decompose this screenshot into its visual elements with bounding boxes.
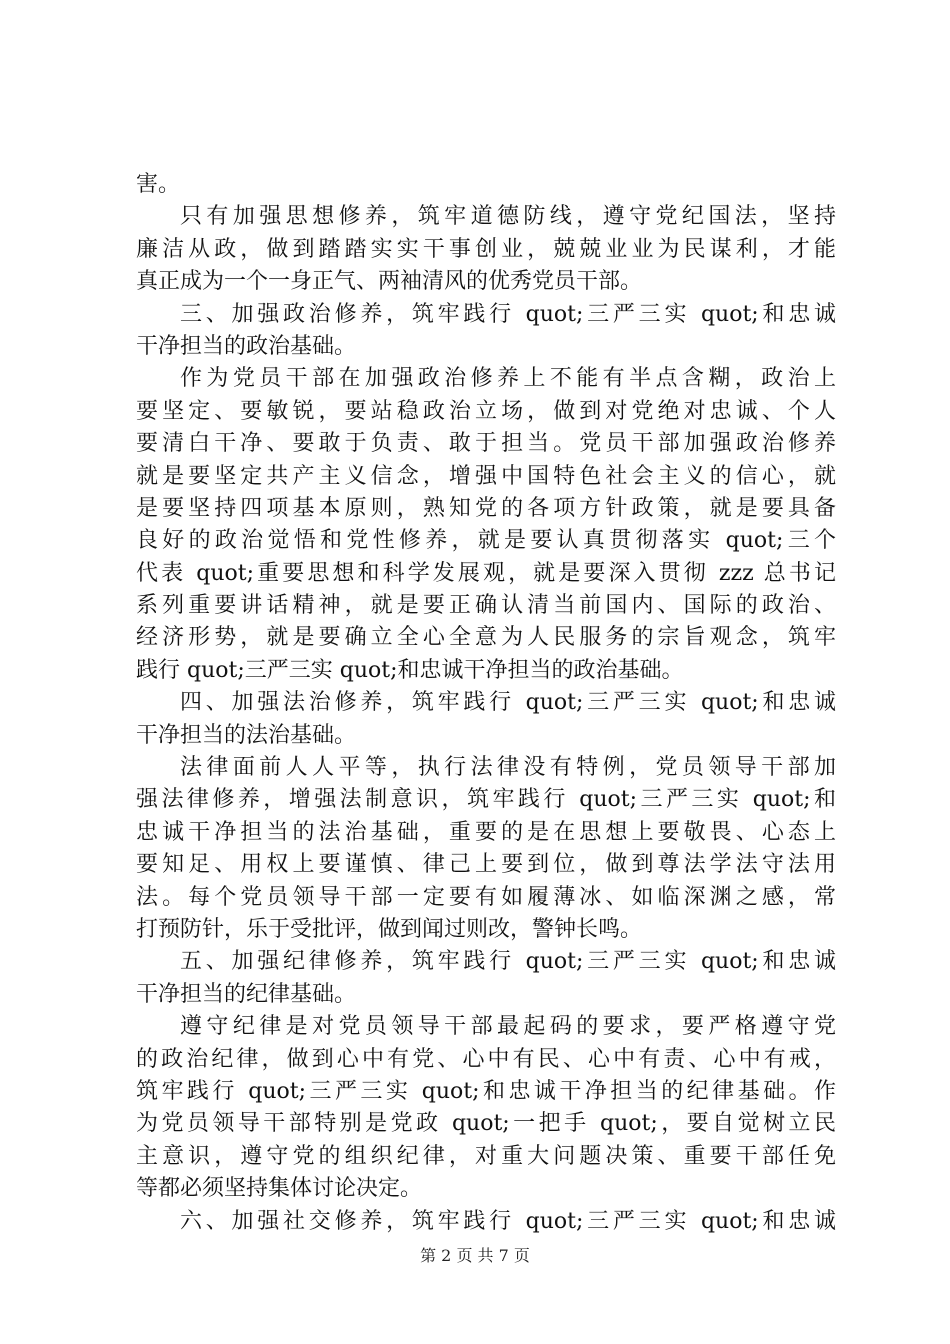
text-line: 真正成为一个一身正气、两袖清风的优秀党员干部。 <box>136 269 643 295</box>
text-line: 要清白干净、要敢于负责、敢于担当。党员干部加强政治修养 <box>136 431 836 457</box>
text-line: 干净担当的政治基础。 <box>136 333 357 359</box>
text-line: 主意识，遵守党的组织纪律，对重大问题决策、重要干部任免 <box>136 1143 836 1169</box>
text-line: 打预防针，乐于受批评，做到闻过则改，警钟长鸣。 <box>136 916 643 942</box>
text-line: 系列重要讲话精神，就是要正确认清当前国内、国际的政治、 <box>136 593 836 619</box>
text-line: 只有加强思想修养，筑牢道德防线，遵守党纪国法，坚持 <box>180 204 836 230</box>
text-line: 践行 quot;三严三实 quot;和忠诚干净担当的政治基础。 <box>136 657 684 683</box>
text-line: 良好的政治觉悟和党性修养，就是要认真贯彻落实 quot;三个 <box>136 528 836 554</box>
text-line: 遵守纪律是对党员领导干部最起码的要求，要严格遵守党 <box>180 1014 836 1040</box>
text-line: 筑牢践行 quot;三严三实 quot;和忠诚干净担当的纪律基础。作 <box>136 1078 836 1104</box>
text-line: 要坚定、要敏锐，要站稳政治立场，做到对党绝对忠诚、个人 <box>136 398 836 424</box>
text-line: 经济形势，就是要确立全心全意为人民服务的宗旨观念，筑牢 <box>136 625 836 651</box>
text-line: 四、加强法治修养，筑牢践行 quot;三严三实 quot;和忠诚 <box>180 690 836 716</box>
page-footer: 第 2 页 共 7 页 <box>420 1246 530 1265</box>
text-line: 五、加强纪律修养，筑牢践行 quot;三严三实 quot;和忠诚 <box>180 949 836 975</box>
document-body <box>136 169 836 1238</box>
text-line: 代表 quot;重要思想和科学发展观，就是要深入贯彻 zzz 总书记 <box>136 560 836 586</box>
text-line: 三、加强政治修养，筑牢践行 quot;三严三实 quot;和忠诚 <box>180 301 836 327</box>
text-line: 害。 <box>136 172 181 197</box>
text-line: 忠诚干净担当的法治基础，重要的是在思想上要敬畏、心态上 <box>136 819 836 845</box>
text-line: 要知足、用权上要谨慎、律己上要到位，做到尊法学法守法用 <box>136 852 836 878</box>
text-line: 六、加强社交修养，筑牢践行 quot;三严三实 quot;和忠诚 <box>180 1208 836 1234</box>
text-line: 强法律修养，增强法制意识，筑牢践行 quot;三严三实 quot;和 <box>136 787 836 813</box>
text-line: 等都必须坚持集体讨论决定。 <box>136 1176 423 1202</box>
text-line: 的政治纪律，做到心中有党、心中有民、心中有责、心中有戒， <box>136 1046 836 1072</box>
text-line: 廉洁从政，做到踏踏实实干事创业，兢兢业业为民谋利，才能 <box>136 236 836 262</box>
text-line: 作为党员干部在加强政治修养上不能有半点含糊，政治上 <box>180 366 836 392</box>
text-line: 干净担当的纪律基础。 <box>136 981 357 1007</box>
text-line: 干净担当的法治基础。 <box>136 722 357 748</box>
text-line: 法律面前人人平等，执行法律没有特例，党员领导干部加 <box>180 755 836 781</box>
text-line: 是要坚持四项基本原则，熟知党的各项方针政策，就是要具备 <box>136 495 836 521</box>
text-line: 法。每个党员领导干部一定要有如履薄冰、如临深渊之感，常 <box>136 884 836 910</box>
text-line: 为党员领导干部特别是党政 quot;一把手 quot;，要自觉树立民 <box>136 1111 836 1137</box>
text-line: 就是要坚定共产主义信念，增强中国特色社会主义的信心，就 <box>136 463 836 489</box>
